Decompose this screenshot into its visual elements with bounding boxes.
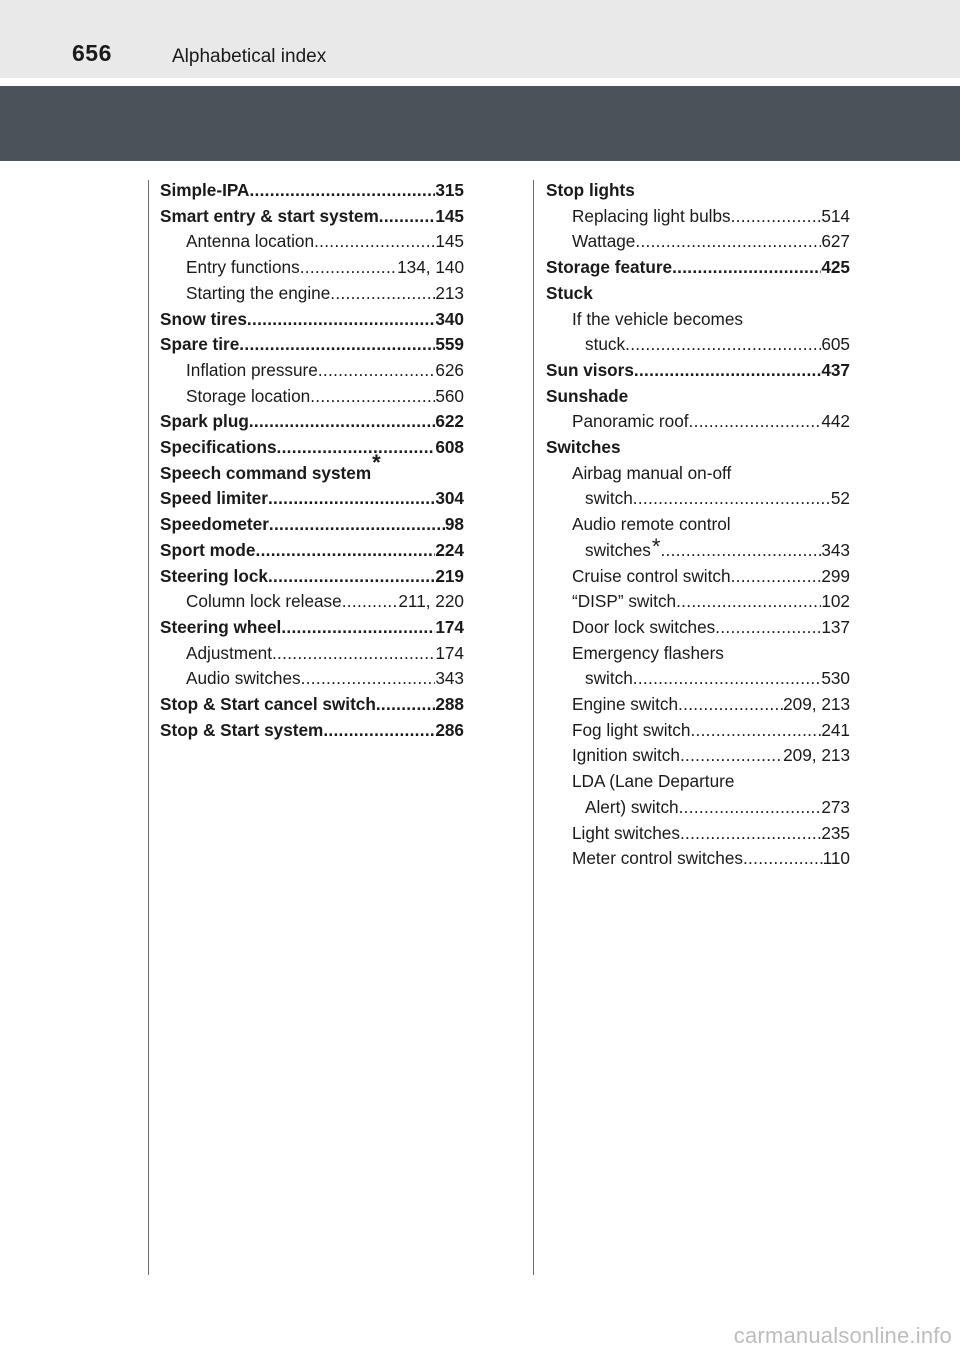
page-reference: 98: [444, 514, 464, 535]
dot-leader: [342, 589, 399, 615]
index-entry: [546, 486, 850, 512]
index-term: Emergency flashers: [572, 642, 724, 663]
index-entry: [160, 512, 464, 538]
index-entry: [546, 384, 850, 410]
index-term: Meter control switches: [572, 848, 743, 869]
index-entry: [546, 255, 850, 281]
index-term: Stop lights: [546, 180, 635, 200]
page-reference: 343: [821, 539, 850, 560]
index-entry: [546, 435, 850, 461]
index-term: Sunshade: [546, 385, 629, 406]
index-term: Ignition switch: [572, 745, 680, 766]
index-term: Wattage: [572, 231, 636, 252]
index-term: Speedometer: [160, 514, 269, 535]
dot-leader: [379, 204, 436, 230]
index-entry: [546, 307, 850, 333]
page-reference: 137: [821, 616, 850, 637]
index-entry: [546, 461, 850, 487]
page-reference: 213: [435, 282, 464, 303]
index-entry: [546, 641, 850, 667]
index-term: Speech command system: [160, 462, 372, 483]
index-entry: [546, 718, 850, 744]
index-entry: [546, 615, 850, 641]
page-header-bar: [0, 0, 960, 78]
dot-leader: [249, 409, 435, 435]
page-reference: 622: [435, 411, 464, 432]
dot-leader: [318, 358, 435, 384]
index-entry: [546, 229, 850, 255]
dot-leader: [330, 281, 435, 307]
page-reference: 288: [435, 694, 464, 715]
index-entry: [160, 486, 464, 512]
index-term: Adjustment: [186, 642, 272, 663]
index-entry: [160, 384, 464, 410]
index-entry: [546, 512, 850, 538]
page-reference: 273: [821, 796, 850, 817]
right-column-rule: [533, 180, 534, 1275]
index-entry: [546, 564, 850, 590]
index-term: Audio switches: [186, 668, 301, 689]
index-term: Speed limiter: [160, 488, 268, 509]
index-entry: [160, 564, 464, 590]
index-term: Sun visors: [546, 359, 634, 380]
dot-leader: [689, 409, 822, 435]
page-reference: 514: [821, 205, 850, 226]
index-entry: [160, 589, 464, 615]
index-entry: [546, 358, 850, 384]
dot-leader: [301, 666, 436, 692]
dot-leader: [731, 564, 822, 590]
dot-leader: [634, 358, 821, 384]
page-number: 656: [72, 40, 112, 66]
dot-leader: [680, 743, 783, 769]
index-entry: [546, 178, 850, 204]
index-term: Switches: [546, 437, 621, 458]
page-reference: 304: [435, 488, 464, 509]
index-term: Spark plug: [160, 411, 249, 432]
dot-leader: [633, 486, 831, 512]
index-entry: [546, 589, 850, 615]
index-term: Stop & Start system: [160, 719, 324, 740]
index-term: Starting the engine: [186, 282, 331, 303]
index-term: Entry functions: [186, 257, 300, 278]
dot-leader: [239, 332, 435, 358]
index-entry: [160, 692, 464, 718]
index-entry: [160, 641, 464, 667]
index-term: Replacing light bulbs: [572, 205, 731, 226]
dot-leader: [625, 332, 821, 358]
index-entry: [546, 666, 850, 692]
index-entry: [546, 281, 850, 307]
index-entry: switches * ..... 343: [546, 538, 850, 564]
page-reference: 52: [830, 488, 850, 509]
index-entry: [546, 846, 850, 872]
page-reference: 174: [435, 616, 464, 637]
page-reference: 559: [435, 334, 464, 355]
page-reference: 110: [822, 848, 850, 869]
index-entry: [160, 255, 464, 281]
dot-leader: [281, 615, 435, 641]
index-term: “DISP” switch: [572, 591, 677, 612]
index-entry: [160, 307, 464, 333]
dot-leader: [300, 255, 397, 281]
index-entry: [546, 409, 850, 435]
page-reference: 605: [821, 334, 850, 355]
index-term: switch: [585, 668, 633, 689]
index-term: Storage location: [186, 385, 311, 406]
dot-leader: [731, 204, 822, 230]
page-reference: 241: [821, 719, 850, 740]
dot-leader: [690, 718, 821, 744]
index-column-left: [160, 178, 464, 743]
page-reference: 219: [435, 565, 464, 586]
index-entry: [160, 281, 464, 307]
index-entry: [160, 358, 464, 384]
dot-leader: [633, 666, 822, 692]
page-reference: 608: [435, 437, 464, 458]
page-reference: 626: [435, 359, 464, 380]
dot-leader: [269, 512, 445, 538]
index-entry: [160, 615, 464, 641]
index-term: Column lock release: [186, 591, 342, 612]
index-entry: [160, 332, 464, 358]
index-term: Alert) switch: [585, 796, 679, 817]
index-term: Spare tire: [160, 334, 240, 355]
page-reference: 209, 213: [783, 745, 850, 766]
index-term: Audio remote control: [572, 514, 731, 535]
index-entry: [160, 204, 464, 230]
page-reference: 134, 140: [397, 257, 464, 278]
index-term: LDA (Lane Departure: [572, 771, 735, 792]
index-term: Simple-IPA: [160, 180, 250, 200]
index-entry: [160, 409, 464, 435]
index-term: Steering lock: [160, 565, 268, 586]
page-reference: 286: [435, 719, 464, 740]
dot-leader: [678, 692, 783, 718]
page-reference: 627: [821, 231, 850, 252]
index-entry: [546, 332, 850, 358]
index-term: switch: [585, 488, 633, 509]
index-entry: [160, 178, 464, 204]
page-reference: 560: [435, 385, 464, 406]
index-term: Smart entry & start system: [160, 205, 379, 226]
page-reference: 102: [821, 591, 850, 612]
page-reference: 224: [435, 539, 464, 560]
index-term: Stop & Start cancel switch: [160, 694, 376, 715]
index-term: Door lock switches: [572, 616, 716, 637]
dot-leader: [256, 538, 436, 564]
page-reference: 235: [821, 822, 850, 843]
page-reference: 343: [435, 668, 464, 689]
footnote-star: *: [372, 450, 381, 475]
dot-leader: [676, 589, 821, 615]
dot-leader: [272, 641, 435, 667]
dot-leader: [268, 486, 435, 512]
index-entry: [160, 435, 464, 461]
page-reference: 315: [435, 180, 464, 200]
dot-leader: [672, 255, 821, 281]
index-term: If the vehicle becomes: [572, 308, 744, 329]
header-band: [0, 86, 960, 161]
dot-leader: [743, 846, 823, 872]
page-reference: 437: [821, 359, 850, 380]
page-reference: 174: [435, 642, 464, 663]
dot-leader: [247, 307, 435, 333]
dot-leader: [323, 718, 435, 744]
index-entry: [546, 769, 850, 795]
dot-leader: [680, 821, 821, 847]
index-entry: [160, 229, 464, 255]
page-reference: 530: [821, 668, 850, 689]
page-reference: 145: [435, 231, 464, 252]
index-term: Steering wheel: [160, 616, 282, 637]
dot-leader: [310, 384, 435, 410]
page-reference: 340: [435, 308, 464, 329]
index-entry: [160, 450, 464, 487]
index-entry: [546, 204, 850, 230]
index-term: Specifications: [160, 437, 277, 458]
index-entry: [160, 666, 464, 692]
index-term: Antenna location: [186, 231, 315, 252]
index-term: Snow tires: [160, 308, 247, 329]
dot-leader: [249, 178, 435, 204]
page-reference: 211, 220: [398, 591, 464, 612]
index-term: Airbag manual on-off: [572, 462, 732, 483]
index-entry: [546, 743, 850, 769]
page-reference: 425: [821, 257, 850, 278]
dot-leader: [715, 615, 821, 641]
index-column-right: [546, 178, 850, 872]
page-reference: 209, 213: [783, 694, 850, 715]
index-entry: [546, 821, 850, 847]
index-entry: [160, 718, 464, 744]
index-term: Storage feature: [546, 257, 673, 278]
section-title: Alphabetical index: [172, 46, 327, 67]
index-term: switches: [585, 539, 651, 560]
index-term: Sport mode: [160, 539, 256, 560]
dot-leader: [277, 435, 436, 461]
index-term: Engine switch: [572, 694, 679, 715]
dot-leader: [376, 692, 435, 718]
page-reference: 442: [821, 411, 850, 432]
index-entry: [546, 692, 850, 718]
page-reference: 145: [435, 205, 464, 226]
page-reference: 299: [821, 565, 850, 586]
index-term: Stuck: [546, 282, 593, 303]
index-term: Fog light switch: [572, 719, 691, 740]
index-term: Cruise control switch: [572, 565, 731, 586]
index-term: Inflation pressure: [186, 359, 318, 380]
index-term: stuck: [585, 334, 626, 355]
watermark: carmanualsonline.info: [733, 1323, 952, 1348]
dot-leader: [314, 229, 435, 255]
dot-leader: [679, 795, 822, 821]
index-entry: [546, 795, 850, 821]
index-term: Light switches: [572, 822, 680, 843]
index-term: Panoramic roof: [572, 411, 689, 432]
dot-leader: [268, 564, 435, 590]
index-entry: [160, 538, 464, 564]
dot-leader: [660, 538, 821, 564]
left-column-rule: [148, 180, 149, 1275]
dot-leader: [635, 229, 821, 255]
